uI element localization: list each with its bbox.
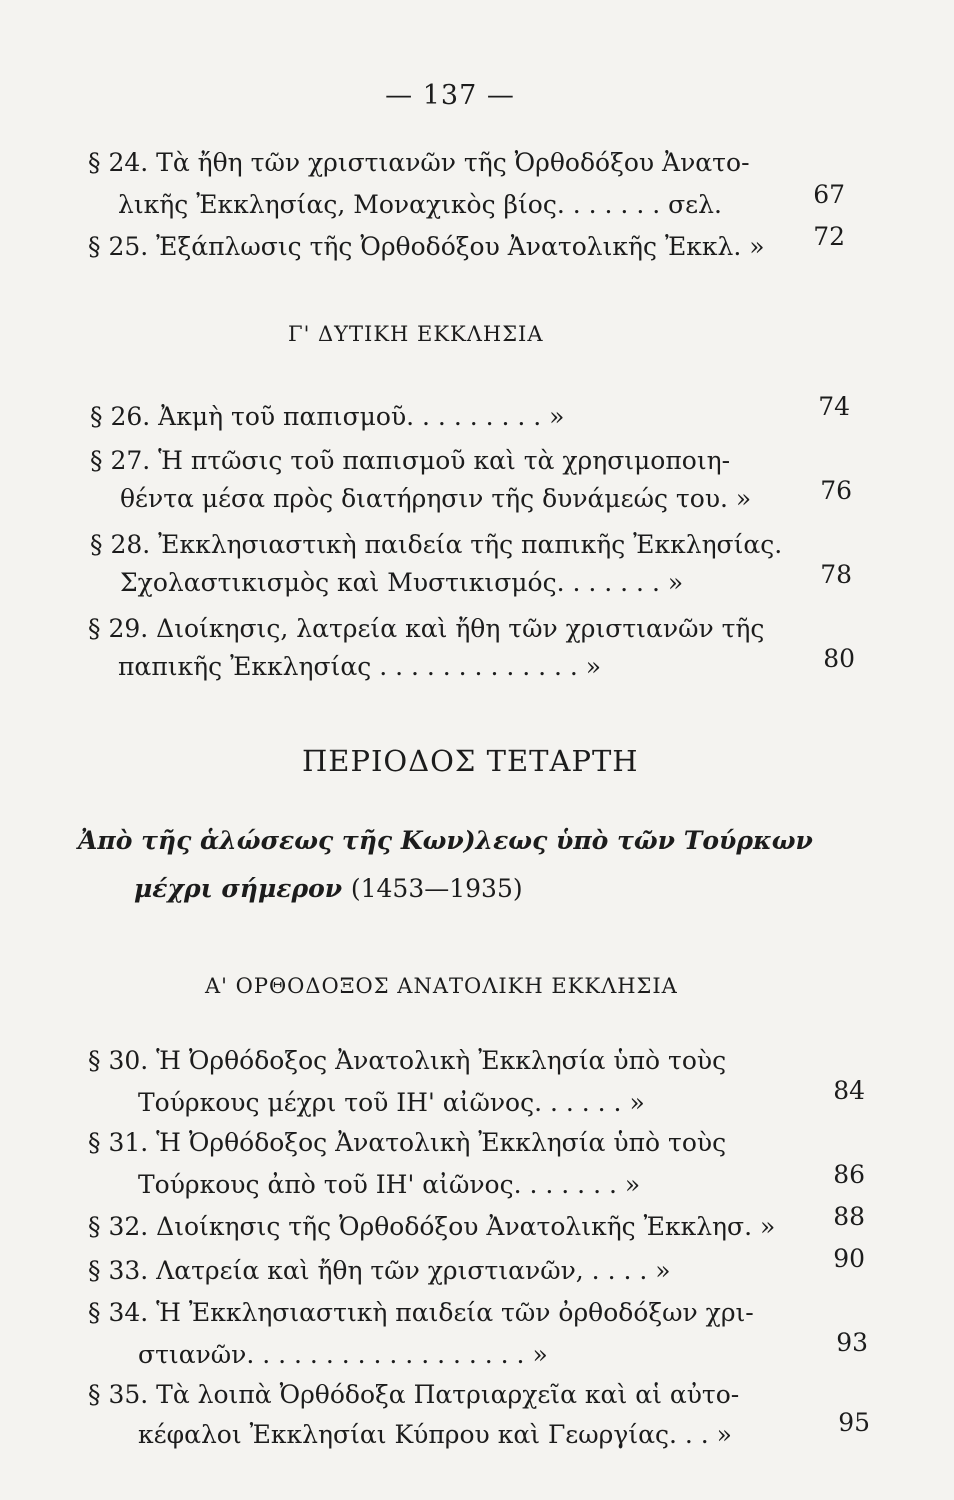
period-dates: (1453—1935) bbox=[350, 874, 523, 903]
toc-entry-27-line-1: § 27. Ἡ πτῶσις τοῦ παπισμοῦ καὶ τὰ χρησιμοποιη- bbox=[90, 446, 731, 475]
toc-entry-34-line-1: § 34. Ἡ Ἐκκλησιαστικὴ παιδεία τῶν ὀρθοδόξων χρι- bbox=[88, 1298, 754, 1327]
toc-entry-27-line-2: θέντα μέσα πρὸς διατήρησιν τῆς δυνάμεώς του. » bbox=[120, 484, 752, 513]
toc-entry-26-page: 74 bbox=[818, 392, 850, 421]
toc-entry-34-page: 93 bbox=[836, 1328, 868, 1357]
period-subtitle-line-1: Ἀπὸ τῆς ἁλώσεως τῆς Κων)λεως ὑπὸ τῶν Τούρκων bbox=[78, 826, 813, 855]
toc-entry-24-page: 67 bbox=[813, 180, 845, 209]
toc-entry-29-line-1: § 29. Διοίκησις, λατρεία καὶ ἤθη τῶν χριστιανῶν τῆς bbox=[88, 614, 765, 643]
section-heading-western-church: Γ' ΔΥΤΙΚΗ ΕΚΚΛΗΣΙΑ bbox=[288, 322, 544, 346]
toc-entry-26-line-1: § 26. Ἀκμὴ τοῦ παπισμοῦ. . . . . . . . . » bbox=[90, 402, 565, 431]
toc-entry-31-page: 86 bbox=[833, 1160, 865, 1189]
toc-entry-28-page: 78 bbox=[820, 560, 852, 589]
toc-entry-35-line-2: κέφαλοι Ἐκκλησίαι Κύπρου καὶ Γεωργίας. . . » bbox=[138, 1420, 732, 1449]
period-subtitle-line-2 bbox=[134, 874, 523, 903]
toc-entry-32-line-1: § 32. Διοίκησις τῆς Ὀρθοδόξου Ἀνατολικῆς Ἐκκλησ. » bbox=[88, 1212, 776, 1241]
toc-entry-35-page: 95 bbox=[838, 1408, 870, 1437]
period-heading: ΠΕΡΙΟΔΟΣ ΤΕΤΑΡΤΗ bbox=[302, 744, 639, 778]
toc-entry-27-page: 76 bbox=[820, 476, 852, 505]
toc-entry-31-line-2: Τούρκους ἀπὸ τοῦ ΙΗ' αἰῶνος. . . . . . . » bbox=[138, 1170, 641, 1199]
toc-entry-30-line-2: Τούρκους μέχρι τοῦ ΙΗ' αἰῶνος. . . . . . » bbox=[138, 1088, 645, 1117]
toc-entry-33-line-1: § 33. Λατρεία καὶ ἤθη τῶν χριστιανῶν, . . . . » bbox=[88, 1256, 671, 1285]
toc-entry-24-line-1: § 24. Τὰ ἤθη τῶν χριστιανῶν τῆς Ὀρθοδόξου Ἀνατο- bbox=[88, 148, 750, 177]
toc-entry-31-line-1: § 31. Ἡ Ὀρθόδοξος Ἀνατολικὴ Ἐκκλησία ὑπὸ τοὺς bbox=[88, 1128, 727, 1157]
toc-entry-25-page: 72 bbox=[813, 222, 845, 251]
section-heading-orthodox-church: Α' ΟΡΘΟΔΟΞΟΣ ΑΝΑΤΟΛΙΚΗ ΕΚΚΛΗΣΙΑ bbox=[205, 974, 678, 998]
toc-entry-29-line-2: παπικῆς Ἐκκλησίας . . . . . . . . . . . . . » bbox=[118, 652, 602, 681]
page-number: — 137 — bbox=[385, 80, 515, 111]
toc-entry-33-page: 90 bbox=[833, 1244, 865, 1273]
toc-entry-28-line-1: § 28. Ἐκκλησιαστικὴ παιδεία τῆς παπικῆς Ἐκκλησίας. bbox=[90, 530, 783, 559]
toc-entry-30-page: 84 bbox=[833, 1076, 865, 1105]
period-subtitle-italic: μέχρι σήμερον bbox=[134, 874, 343, 903]
toc-entry-35-line-1: § 35. Τὰ λοιπὰ Ὀρθόδοξα Πατριαρχεῖα καὶ αἱ αὐτο- bbox=[88, 1380, 740, 1409]
toc-entry-24-line-2: λικῆς Ἐκκλησίας, Μοναχικὸς βίος. . . . . . . σελ. bbox=[118, 190, 722, 219]
toc-entry-32-page: 88 bbox=[833, 1202, 865, 1231]
toc-entry-28-line-2: Σχολαστικισμὸς καὶ Μυστικισμός. . . . . . . » bbox=[120, 568, 684, 597]
toc-entry-34-line-2: στιανῶν. . . . . . . . . . . . . . . . . . » bbox=[138, 1340, 548, 1369]
toc-entry-25-line-1: § 25. Ἐξάπλωσις τῆς Ὀρθοδόξου Ἀνατολικῆς Ἐκκλ. » bbox=[88, 232, 765, 261]
toc-entry-29-page: 80 bbox=[823, 644, 855, 673]
toc-entry-30-line-1: § 30. Ἡ Ὀρθόδοξος Ἀνατολικὴ Ἐκκλησία ὑπὸ τοὺς bbox=[88, 1046, 727, 1075]
